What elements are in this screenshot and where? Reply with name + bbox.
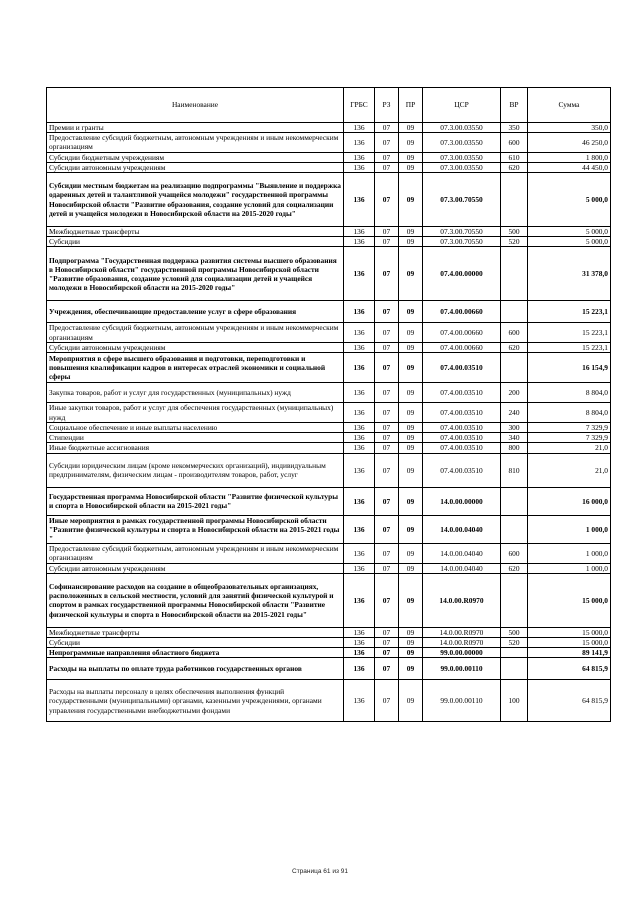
cell-grbs: 136 [344,403,375,423]
cell-sum: 15 223,1 [528,301,611,323]
cell-pr: 09 [399,658,423,680]
cell-grbs: 136 [344,658,375,680]
cell-grbs: 136 [344,323,375,342]
cell-pr: 09 [399,680,423,722]
cell-sum: 5 000,0 [528,173,611,227]
cell-name: Субсидии местным бюджетам на реализацию подпрограммы "Выявление и поддержка одаренных детей и талантливой учащейся молодежи" государственной программы Новосибирской области "Развитие образования, создание условий для социализации детей и учащейся молодежи в Новосибирской области на 2015-2020 годы" [47,173,344,227]
cell-csr: 99.0.00.00000 [423,648,501,658]
cell-pr: 09 [399,353,423,383]
cell-rz: 07 [375,433,399,443]
cell-sum: 15 223,1 [528,323,611,342]
cell-sum: 1 000,0 [528,563,611,573]
cell-rz: 07 [375,627,399,637]
table-row [47,423,611,433]
budget-table [46,87,611,722]
cell-rz: 07 [375,680,399,722]
cell-name: Государственная программа Новосибирской области "Развитие физической культуры и спорта в Новосибирской области на 2015-2021 годы" [47,487,344,515]
cell-csr: 07.4.00.03510 [423,453,501,487]
cell-pr: 09 [399,301,423,323]
table-row [47,301,611,323]
cell-csr: 07.3.00.03550 [423,123,501,133]
cell-csr: 14.0.00.R0970 [423,573,501,627]
cell-pr: 09 [399,443,423,453]
cell-grbs: 136 [344,247,375,301]
table-row [47,162,611,172]
cell-name: Софинансирование расходов на создание в общеобразовательных организациях, расположенных в сельской местности, условий для занятий физической культурой и спортом в рамках государственной программы Новосибирской области "Развитие физической культуры и спорта в Новосибирской области на 2015-2021 годы" [47,573,344,627]
table-row [47,627,611,637]
cell-rz: 07 [375,247,399,301]
cell-name: Межбюджетные трансферты [47,227,344,237]
cell-name: Субсидии бюджетным учреждениям [47,152,344,162]
cell-pr: 09 [399,227,423,237]
cell-rz: 07 [375,658,399,680]
cell-grbs: 136 [344,443,375,453]
cell-pr: 09 [399,383,423,403]
cell-csr: 14.0.00.04040 [423,515,501,544]
cell-rz: 07 [375,152,399,162]
page-number: Страница 61 из 91 [292,868,348,875]
cell-pr: 09 [399,133,423,152]
table-header-row [47,88,611,123]
cell-pr: 09 [399,515,423,544]
cell-name: Учреждения, обеспечивающие предоставление услуг в сфере образования [47,301,344,323]
cell-vr: 600 [501,133,528,152]
cell-vr [501,573,528,627]
cell-rz: 07 [375,638,399,648]
cell-grbs: 136 [344,301,375,323]
cell-vr: 800 [501,443,528,453]
cell-grbs: 136 [344,342,375,352]
cell-csr: 14.0.00.04040 [423,544,501,563]
table-row [47,648,611,658]
cell-csr: 14.0.00.00000 [423,487,501,515]
cell-name: Непрограммные направления областного бюджета [47,648,344,658]
cell-rz: 07 [375,353,399,383]
cell-sum: 15 000,0 [528,638,611,648]
cell-name: Стипендии [47,433,344,443]
cell-grbs: 136 [344,353,375,383]
table-body [47,123,611,722]
cell-csr: 14.0.00.R0970 [423,638,501,648]
cell-rz: 07 [375,453,399,487]
cell-name: Субсидии автономным учреждениям [47,563,344,573]
cell-vr: 620 [501,563,528,573]
cell-name: Закупка товаров, работ и услуг для государственных (муниципальных) нужд [47,383,344,403]
cell-rz: 07 [375,544,399,563]
cell-pr: 09 [399,544,423,563]
cell-name: Иные бюджетные ассигнования [47,443,344,453]
cell-sum: 1 000,0 [528,544,611,563]
cell-sum: 16 000,0 [528,487,611,515]
cell-grbs: 136 [344,573,375,627]
cell-rz: 07 [375,133,399,152]
cell-vr: 340 [501,433,528,443]
cell-rz: 07 [375,383,399,403]
cell-rz: 07 [375,573,399,627]
table-row [47,515,611,544]
cell-sum: 5 000,0 [528,237,611,247]
cell-csr: 07.4.00.03510 [423,433,501,443]
cell-name: Расходы на выплаты персоналу в целях обеспечения выполнения функций государственными (муниципальными) органами, казенными учреждениями, органами управления государственными внебюджетными фондами [47,680,344,722]
table-row [47,323,611,342]
cell-name: Предоставление субсидий бюджетным, автономным учреждениям и иным некоммерческим организациям [47,323,344,342]
cell-csr: 07.3.00.03550 [423,133,501,152]
cell-sum: 8 804,0 [528,403,611,423]
cell-csr: 07.4.00.03510 [423,443,501,453]
table-row [47,453,611,487]
header-sum: Сумма [528,88,611,123]
cell-sum: 7 329,9 [528,423,611,433]
cell-csr: 07.4.00.00000 [423,247,501,301]
cell-csr: 99.0.00.00110 [423,680,501,722]
cell-csr: 07.3.00.03550 [423,162,501,172]
cell-name: Субсидии автономным учреждениям [47,342,344,352]
table-row [47,638,611,648]
table-row [47,443,611,453]
cell-pr: 09 [399,433,423,443]
header-name: Наименование [47,88,344,123]
cell-name: Субсидии автономным учреждениям [47,162,344,172]
cell-vr: 520 [501,638,528,648]
table-row [47,433,611,443]
cell-pr: 09 [399,573,423,627]
cell-sum: 44 450,0 [528,162,611,172]
cell-grbs: 136 [344,383,375,403]
cell-pr: 09 [399,648,423,658]
cell-vr [501,173,528,227]
cell-name: Субсидии [47,237,344,247]
cell-vr: 520 [501,237,528,247]
cell-pr: 09 [399,123,423,133]
cell-rz: 07 [375,403,399,423]
cell-sum: 21,0 [528,453,611,487]
cell-sum: 350,0 [528,123,611,133]
cell-vr: 300 [501,423,528,433]
cell-rz: 07 [375,648,399,658]
table-row [47,227,611,237]
cell-sum: 64 815,9 [528,658,611,680]
cell-grbs: 136 [344,173,375,227]
table-row [47,573,611,627]
header-vr: ВР [501,88,528,123]
header-csr: ЦСР [423,88,501,123]
cell-vr: 200 [501,383,528,403]
table-row [47,680,611,722]
cell-name: Подпрограмма "Государственная поддержка развития системы высшего образования в Новосибирской области" государственной программы Новосибирской области "Развитие образования, создание условий для социализации детей и учащейся молодежи в Новосибирской области на 2015-2020 годы" [47,247,344,301]
cell-name: Предоставление субсидий бюджетным, автономным учреждениям и иным некоммерческим организациям [47,133,344,152]
cell-sum: 8 804,0 [528,383,611,403]
cell-rz: 07 [375,423,399,433]
cell-pr: 09 [399,152,423,162]
cell-grbs: 136 [344,423,375,433]
table-row [47,173,611,227]
cell-grbs: 136 [344,638,375,648]
table-row [47,237,611,247]
cell-csr: 07.4.00.03510 [423,383,501,403]
table-row [47,487,611,515]
cell-rz: 07 [375,162,399,172]
cell-pr: 09 [399,342,423,352]
table-row [47,658,611,680]
cell-name: Межбюджетные трансферты [47,627,344,637]
cell-sum: 89 141,9 [528,648,611,658]
cell-vr [501,515,528,544]
cell-pr: 09 [399,162,423,172]
cell-grbs: 136 [344,680,375,722]
cell-csr: 14.0.00.R0970 [423,627,501,637]
cell-pr: 09 [399,627,423,637]
cell-vr [501,648,528,658]
cell-name: Субсидии [47,638,344,648]
cell-name: Субсидии юридическим лицам (кроме некоммерческих организаций), индивидуальным предпринимателям, физическим лицам - производителям товаров, работ, услуг [47,453,344,487]
cell-rz: 07 [375,563,399,573]
cell-sum: 7 329,9 [528,433,611,443]
cell-csr: 07.3.00.03550 [423,152,501,162]
cell-vr: 610 [501,152,528,162]
cell-pr: 09 [399,247,423,301]
cell-vr: 240 [501,403,528,423]
cell-csr: 07.4.00.03510 [423,423,501,433]
header-grbs: ГРБС [344,88,375,123]
cell-name: Иные мероприятия в рамках государственной программы Новосибирской области "Развитие физической культуры и спорта в Новосибирской области на 2015-2021 годы " [47,515,344,544]
cell-vr: 620 [501,162,528,172]
cell-pr: 09 [399,453,423,487]
cell-sum: 46 250,0 [528,133,611,152]
cell-pr: 09 [399,487,423,515]
cell-pr: 09 [399,563,423,573]
cell-vr: 600 [501,323,528,342]
cell-pr: 09 [399,323,423,342]
cell-rz: 07 [375,443,399,453]
cell-sum: 5 000,0 [528,227,611,237]
cell-csr: 07.3.00.70550 [423,227,501,237]
cell-name: Социальное обеспечение и иные выплаты населению [47,423,344,433]
cell-csr: 07.4.00.03510 [423,403,501,423]
cell-grbs: 136 [344,433,375,443]
cell-pr: 09 [399,423,423,433]
cell-sum: 15 000,0 [528,627,611,637]
cell-sum: 64 815,9 [528,680,611,722]
cell-vr [501,487,528,515]
table-row [47,383,611,403]
cell-pr: 09 [399,173,423,227]
cell-grbs: 136 [344,133,375,152]
cell-rz: 07 [375,173,399,227]
cell-csr: 07.3.00.70550 [423,237,501,247]
cell-grbs: 136 [344,152,375,162]
table-row [47,342,611,352]
cell-csr: 07.3.00.70550 [423,173,501,227]
cell-vr: 500 [501,227,528,237]
cell-grbs: 136 [344,237,375,247]
cell-vr: 350 [501,123,528,133]
table-row [47,403,611,423]
cell-sum: 31 378,0 [528,247,611,301]
cell-rz: 07 [375,123,399,133]
cell-csr: 07.4.00.00660 [423,342,501,352]
cell-vr [501,247,528,301]
cell-rz: 07 [375,237,399,247]
cell-vr: 810 [501,453,528,487]
cell-pr: 09 [399,638,423,648]
cell-grbs: 136 [344,544,375,563]
cell-pr: 09 [399,237,423,247]
table-row [47,563,611,573]
cell-csr: 99.0.00.00110 [423,658,501,680]
cell-sum: 1 800,0 [528,152,611,162]
cell-vr: 600 [501,544,528,563]
header-rz: РЗ [375,88,399,123]
cell-vr [501,353,528,383]
cell-vr: 620 [501,342,528,352]
cell-name: Иные закупки товаров, работ и услуг для обеспечения государственных (муниципальных) нужд [47,403,344,423]
table-row [47,247,611,301]
cell-grbs: 136 [344,162,375,172]
cell-grbs: 136 [344,453,375,487]
cell-sum: 15 223,1 [528,342,611,352]
cell-rz: 07 [375,301,399,323]
cell-grbs: 136 [344,648,375,658]
cell-vr [501,301,528,323]
cell-rz: 07 [375,487,399,515]
cell-sum: 16 154,9 [528,353,611,383]
cell-sum: 15 000,0 [528,573,611,627]
cell-rz: 07 [375,342,399,352]
table-row [47,152,611,162]
cell-csr: 07.4.00.03510 [423,353,501,383]
table-row [47,353,611,383]
cell-grbs: 136 [344,487,375,515]
cell-vr [501,658,528,680]
table-row [47,133,611,152]
cell-grbs: 136 [344,123,375,133]
table-row [47,123,611,133]
cell-name: Мероприятия в сфере высшего образования и подготовки, переподготовки и повышения квалификации кадров в интересах отраслей экономики и социальной сферы [47,353,344,383]
cell-vr: 500 [501,627,528,637]
cell-pr: 09 [399,403,423,423]
cell-sum: 21,0 [528,443,611,453]
cell-csr: 07.4.00.00660 [423,301,501,323]
cell-rz: 07 [375,227,399,237]
cell-sum: 1 000,0 [528,515,611,544]
cell-csr: 14.0.00.04040 [423,563,501,573]
cell-grbs: 136 [344,227,375,237]
cell-vr: 100 [501,680,528,722]
cell-rz: 07 [375,515,399,544]
cell-grbs: 136 [344,515,375,544]
cell-name: Предоставление субсидий бюджетным, автономным учреждениям и иным некоммерческим организациям [47,544,344,563]
cell-name: Расходы на выплаты по оплате труда работников государственных органов [47,658,344,680]
cell-grbs: 136 [344,563,375,573]
cell-rz: 07 [375,323,399,342]
cell-csr: 07.4.00.00660 [423,323,501,342]
cell-grbs: 136 [344,627,375,637]
table-row [47,544,611,563]
header-pr: ПР [399,88,423,123]
cell-name: Премии и гранты [47,123,344,133]
